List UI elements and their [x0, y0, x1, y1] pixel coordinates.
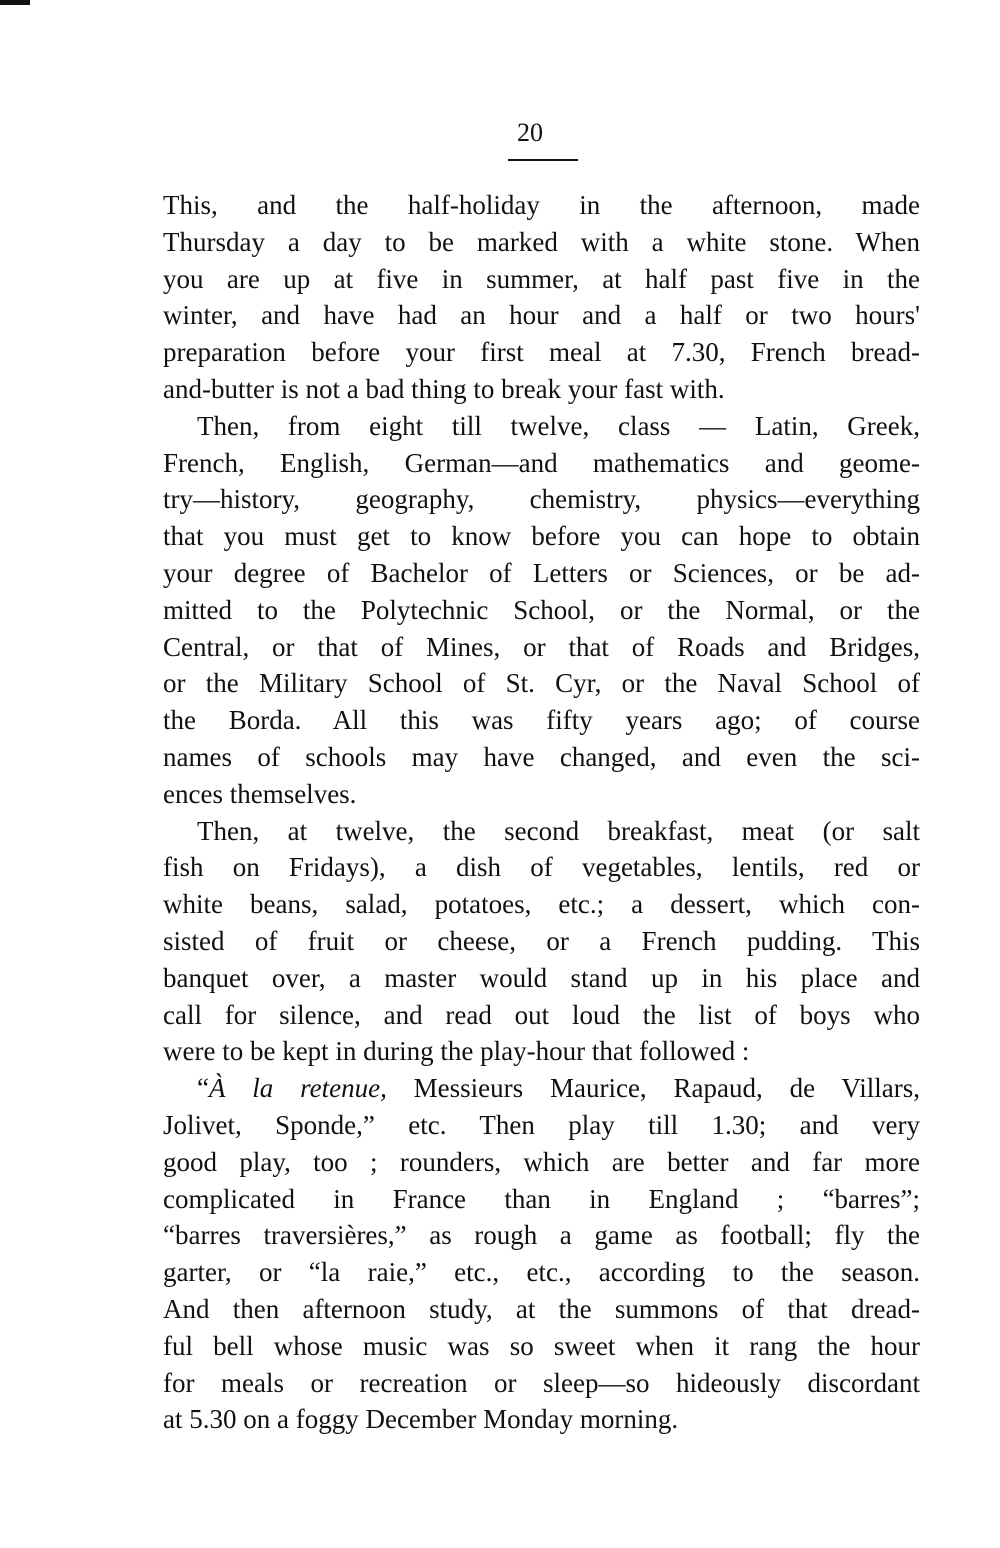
paragraph	[163, 813, 920, 1071]
scan-mark	[0, 0, 30, 5]
text-line: Thursday a day to be marked with a white stone. When	[163, 226, 920, 257]
text-line: Then, from eight till twelve, class — Latin, Greek,	[197, 410, 920, 441]
text-line: complicated in France than in England ; “barres”;	[163, 1183, 920, 1214]
text-line: that you must get to know before you can hope to obtain	[163, 521, 920, 552]
text-line: garter, or “la raie,” etc., etc., according to the season.	[163, 1257, 920, 1288]
text-line: you are up at five in summer, at half past five in the	[163, 263, 920, 294]
text-line: white beans, salad, potatoes, etc.; a dessert, which con-	[163, 889, 920, 920]
text-line: mitted to the Polytechnic School, or the Normal, or the	[163, 594, 920, 625]
body-text	[163, 187, 920, 1438]
text-span: “	[197, 1073, 209, 1104]
text-line: This, and the half-holiday in the afternoon, made	[163, 190, 920, 220]
text-line: ful bell whose music was so sweet when it rang the hour	[163, 1330, 920, 1361]
text-line: try—history, geography, chemistry, physics—everything	[163, 484, 920, 515]
paragraph	[163, 1070, 920, 1438]
paragraph	[163, 187, 920, 408]
text-line: fish on Fridays), a dish of vegetables, lentils, red or	[163, 852, 920, 883]
text-line: Central, or that of Mines, or that of Roads and Bridges,	[163, 631, 920, 662]
italic-phrase: À la retenue,	[208, 1073, 387, 1104]
text-line: or the Military School of St. Cyr, or the Naval School of	[163, 668, 920, 699]
text-line: preparation before your first meal at 7.30, French bread-	[163, 337, 920, 368]
text-line: the Borda. All this was fifty years ago; of course	[163, 705, 920, 736]
text-line: for meals or recreation or sleep—so hideously discordant	[163, 1367, 920, 1398]
text-line: names of schools may have changed, and even the sci-	[163, 741, 920, 772]
text-line: French, English, German—and mathematics and geome-	[163, 447, 920, 478]
text-line: and-butter is not a bad thing to break your fast with.	[163, 373, 725, 404]
text-line: Then, at twelve, the second breakfast, meat (or salt	[197, 815, 920, 846]
text-line: call for silence, and read out loud the list of boys who	[163, 999, 920, 1030]
text-line: banquet over, a master would stand up in his place and	[163, 962, 920, 993]
page-number-rule	[508, 159, 578, 161]
text-line	[163, 1070, 920, 1107]
text-line: were to be kept in during the play-hour that followed :	[163, 1036, 750, 1067]
text-line: your degree of Bachelor of Letters or Sciences, or be ad-	[163, 557, 920, 588]
text-line: good play, too ; rounders, which are better and far more	[163, 1146, 920, 1177]
text-line: Jolivet, Sponde,” etc. Then play till 1.30; and very	[163, 1109, 920, 1140]
text-line: And then afternoon study, at the summons of that dread-	[163, 1293, 920, 1324]
text-line: at 5.30 on a foggy December Monday morning.	[163, 1404, 679, 1435]
text-line: winter, and have had an hour and a half or two hours'	[163, 300, 920, 331]
text-line: “barres traversières,” as rough a game as football; fly the	[163, 1220, 920, 1251]
text-span: Messieurs Maurice, Rapaud, de Villars,	[386, 1073, 921, 1104]
paragraph	[163, 408, 920, 813]
text-line: sisted of fruit or cheese, or a French pudding. This	[163, 925, 920, 956]
text-line: ences themselves.	[163, 778, 357, 809]
page-number: 20	[517, 118, 543, 147]
